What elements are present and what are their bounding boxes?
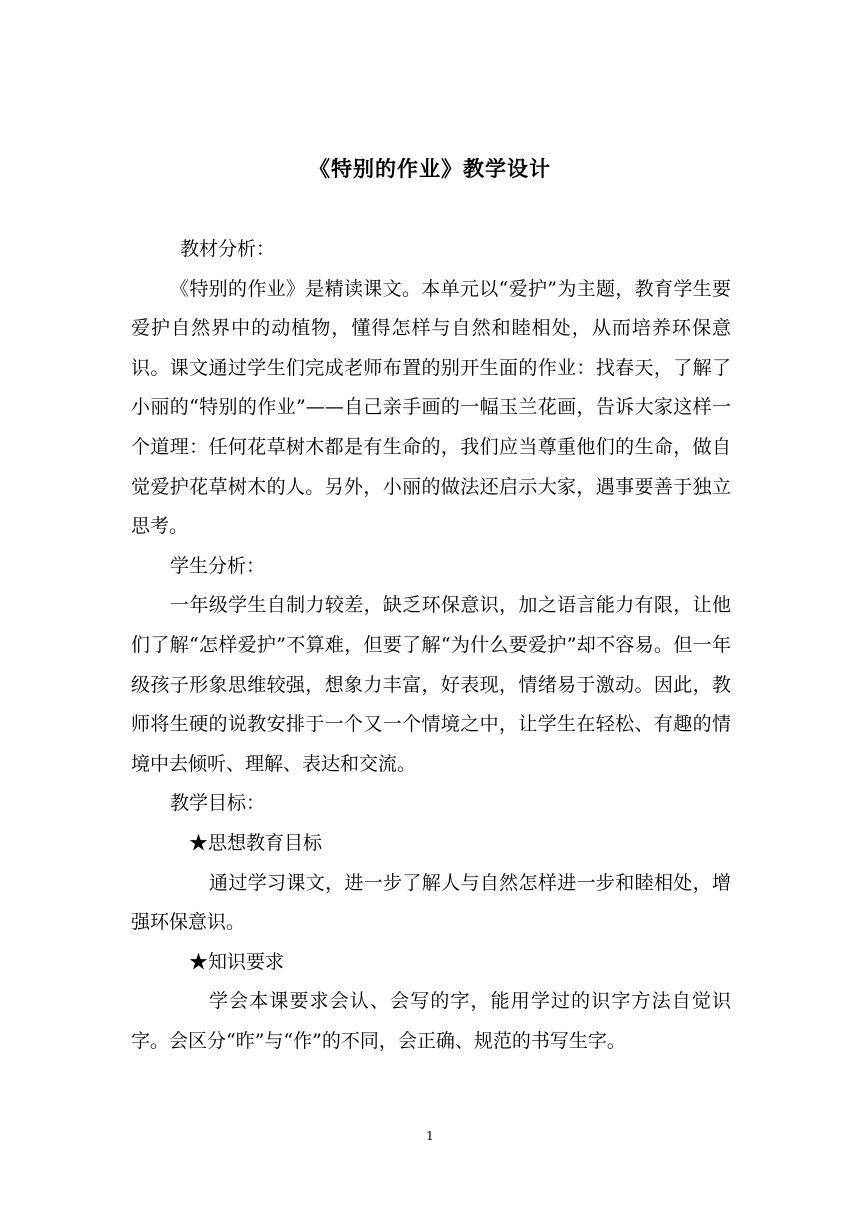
page-number: 1 — [426, 1129, 434, 1143]
section-heading-student-analysis: 学生分析： — [170, 554, 266, 577]
goal-label-knowledge: ★知识要求 — [189, 950, 285, 973]
section-heading-textbook-analysis: 教材分析： — [180, 238, 276, 260]
goal-text-knowledge: 学会本课要求会认、会写的字，能用学过的识字方法自觉识字。会区分“昨”与“作”的不同，会正确、规范的书写生字。 — [131, 990, 731, 1052]
goal-label-ideological: ★思想教育目标 — [189, 831, 323, 854]
section-paragraph-textbook-analysis: 《特别的作业》是精读课文。本单元以“爱护”为主题，教育学生要爱护自然界中的动植物，懂得怎样与自然和睦相处，从而培养环保意识。课文通过学生们完成老师布置的别开生面的作业：找春天，了解了小丽的“特别的作业”——自己亲手画的一幅玉兰花画，告诉大家这样一个道理：任何花草树木都是有生命的，我们应当尊重他们的生命，做自觉爱护花草树木的人。另外，小丽的做法还启示大家，遇事要善于独立思考。 — [131, 277, 731, 538]
document-title: 《特别的作业》教学设计 — [309, 156, 551, 181]
goal-text-ideological: 通过学习课文，进一步了解人与自然怎样进一步和睦相处，增强环保意识。 — [131, 871, 731, 934]
section-paragraph-student-analysis: 一年级学生自制力较差，缺乏环保意识，加之语言能力有限，让他们了解“怎样爱护”不算难，但要了解“为什么要爱护”却不容易。但一年级孩子形象思维较强，想象力丰富，好表现，情绪易于激动。因此，教师将生硬的说教安排于一个又一个情境之中，让学生在轻松、有趣的情境中去倾听、理解、表达和交流。 — [131, 594, 731, 775]
document-body — [131, 230, 731, 1061]
section-heading-teaching-goals: 教学目标： — [170, 792, 266, 815]
